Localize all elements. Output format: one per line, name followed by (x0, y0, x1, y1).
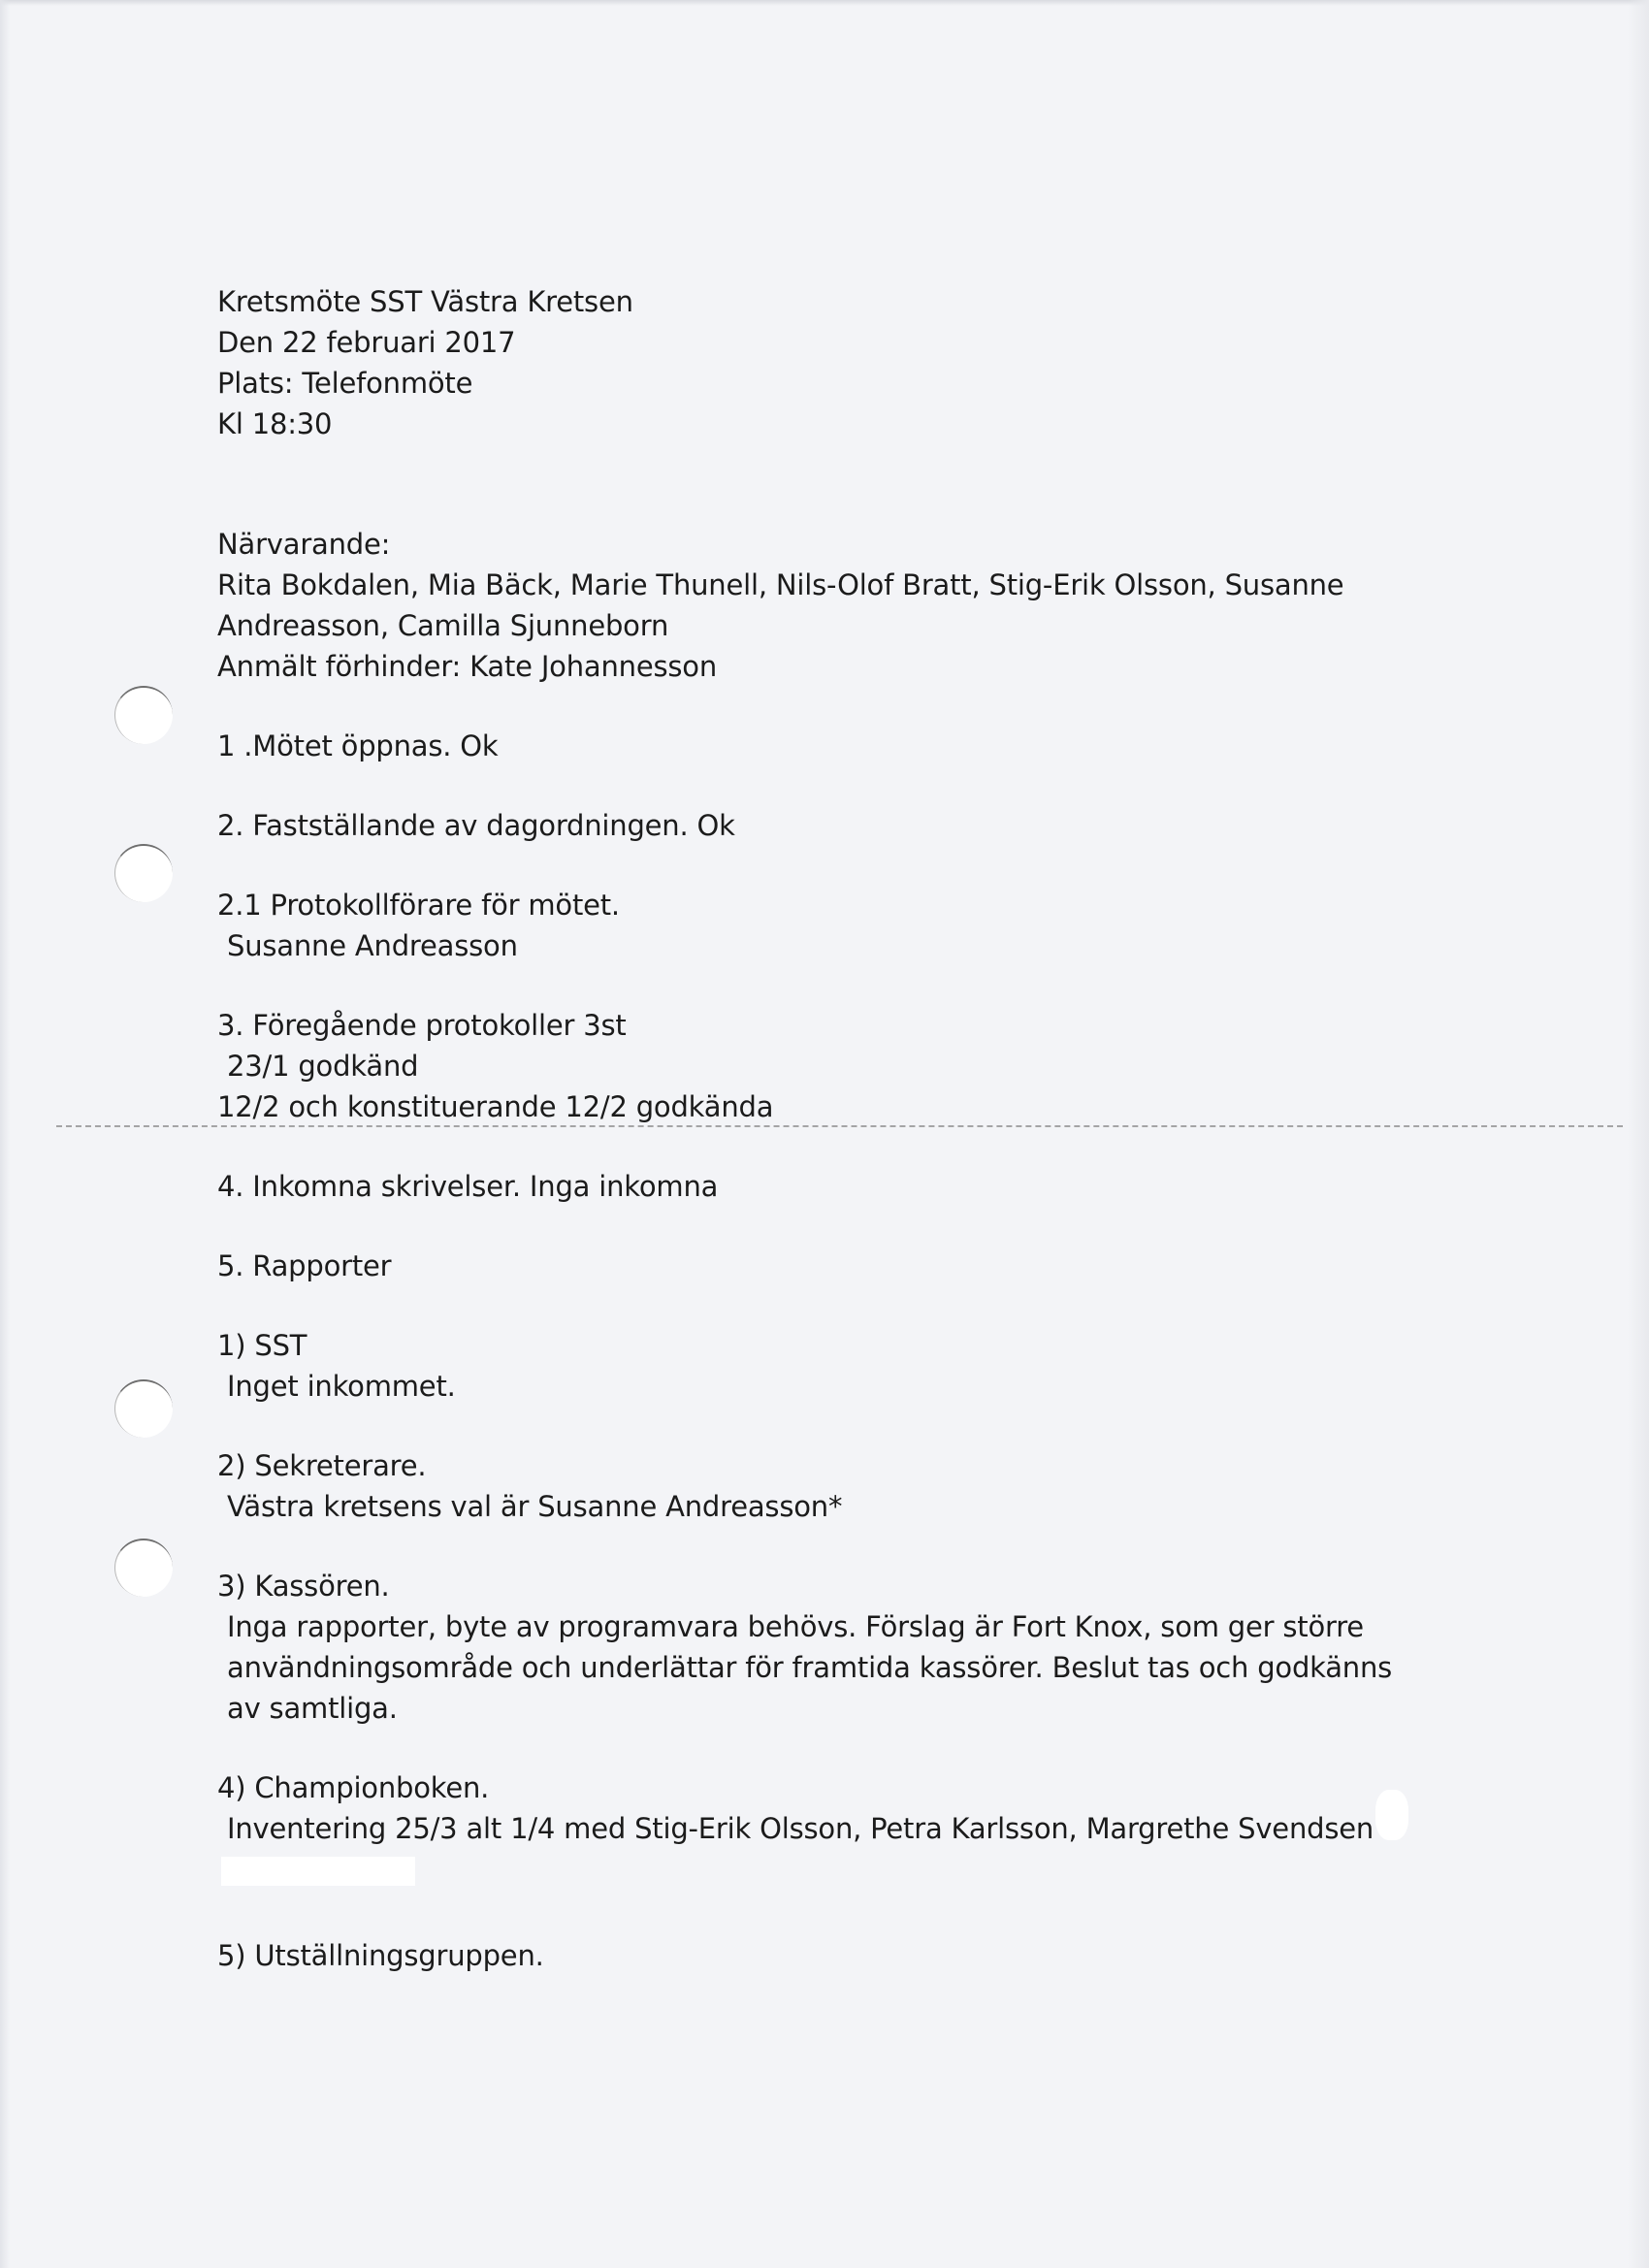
meeting-minutes (217, 281, 1469, 1976)
item-secretary-name: Susanne Andreasson (227, 929, 518, 962)
meeting-place: Plats: Telefonmöte (217, 367, 473, 400)
item-previous-line: 12/2 och konstituerande 12/2 godkända (217, 1090, 774, 1123)
scan-edge-left (0, 0, 10, 2268)
document-title: Kretsmöte SST Västra Kretsen (217, 285, 633, 318)
meeting-time: Kl 18:30 (217, 407, 333, 440)
report-sst-heading: 1) SST (217, 1329, 307, 1362)
report-sekreterare-heading: 2) Sekreterare. (217, 1449, 427, 1482)
attendance-names: Andreasson, Camilla Sjunneborn (217, 609, 669, 642)
report-exhibition-heading: 5) Utställningsgruppen. (217, 1939, 544, 1972)
item-reports-heading: 5. Rapporter (217, 1249, 392, 1282)
item-secretary-heading: 2.1 Protokollförare för mötet. (217, 889, 620, 922)
report-sst-text: Inget inkommet. (227, 1370, 456, 1403)
attendance-label: Närvarande: (217, 528, 391, 561)
scan-edge-right (1628, 0, 1649, 2268)
redaction-mark (221, 1857, 415, 1886)
item-incoming: 4. Inkomna skrivelser. Inga inkomna (217, 1170, 719, 1203)
item-previous-line: 23/1 godkänd (227, 1050, 419, 1083)
punch-hole (114, 686, 173, 744)
absent-members: Anmält förhinder: Kate Johannesson (217, 650, 718, 683)
punch-hole (114, 1539, 173, 1597)
item-opening: 1 .Mötet öppnas. Ok (217, 729, 499, 762)
item-agenda: 2. Fastställande av dagordningen. Ok (217, 809, 735, 842)
scan-edge-top (0, 0, 1649, 6)
punch-hole (114, 1379, 173, 1438)
report-sekreterare-text: Västra kretsens val är Susanne Andreasson* (227, 1490, 843, 1523)
meeting-date: Den 22 februari 2017 (217, 326, 516, 359)
report-kassoren-heading: 3) Kassören. (217, 1570, 390, 1603)
report-champion-text: Inventering 25/3 alt 1/4 med Stig-Erik Olsson, Petra Karlsson, Margrethe Svendsen (227, 1812, 1374, 1845)
attendance-names: Rita Bokdalen, Mia Bäck, Marie Thunell, Nils-Olof Bratt, Stig-Erik Olsson, Susanne (217, 568, 1344, 601)
report-champion-heading: 4) Championboken. (217, 1771, 490, 1804)
punch-hole (114, 844, 173, 902)
item-previous-heading: 3. Föregående protokoller 3st (217, 1009, 627, 1042)
report-kassoren-text: Inga rapporter, byte av programvara behövs. Förslag är Fort Knox, som ger större användningsområde och underlättar för framtida kassörer. Beslut tas och godkänns av samtliga. (227, 1610, 1393, 1725)
